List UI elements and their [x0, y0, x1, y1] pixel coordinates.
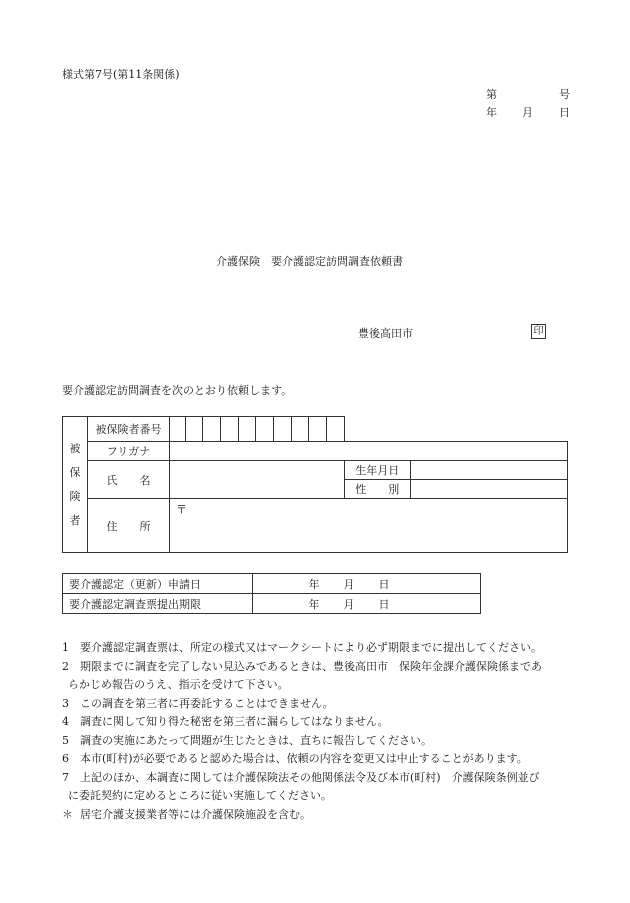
insured-number-digit: [220, 417, 238, 442]
note-continuation: らかじめ報告のうえ、指示を受けて下さい。: [68, 678, 289, 691]
note-item: 3 この調査を第三者に再委託することはできません。: [62, 696, 334, 710]
form-number: 様式第7号(第11条関係): [62, 68, 180, 81]
insured-number-digit: [238, 417, 256, 442]
note-item: 5 調査の実施にあたって問題が生じたときは、直ちに報告してください。: [62, 733, 432, 747]
insured-number-digit: [326, 417, 344, 442]
note-item: 1 要介護認定調査票は、所定の様式又はマークシートにより必ず期限までに提出してください。: [62, 641, 542, 654]
postal-mark: 〒: [176, 503, 188, 516]
deadline-month: 月: [343, 597, 355, 611]
insured-side-label: 被 保 険 者: [63, 417, 88, 553]
deadline-row: [63, 574, 481, 594]
insured-number-digit: [309, 417, 327, 442]
name-label: 氏 名: [87, 461, 169, 499]
date-day: 日: [559, 106, 570, 119]
deadline-label: 要介護認定調査票提出期限: [63, 594, 253, 614]
note-item: 6 本市(町村)が必要であると認めた場合は、依頼の内容を変更又は中止することがあります。: [62, 752, 528, 765]
insured-number-digit: [203, 417, 221, 442]
seal-mark: 印: [531, 324, 546, 339]
insured-number-digit: [273, 417, 291, 442]
insured-table: [62, 416, 568, 553]
note-item: 7 上記のほか、本調査に関しては介護保険法その他関係法令及び本市(町村) 介護保険条例並び: [62, 770, 540, 784]
name-field: [170, 461, 344, 499]
note-item: ＊ 居宅介護支援業者等には介護保険施設を含む。: [62, 807, 311, 821]
note-continuation: に委託契約に定めるところに従い実施してください。: [68, 789, 332, 802]
insured-number-digit: [291, 417, 309, 442]
doc-no-prefix: 第: [486, 88, 497, 101]
deadline-row: [63, 594, 481, 614]
insured-number-digit: [256, 417, 274, 442]
date-month: 月: [522, 106, 533, 119]
deadline-year: 年: [303, 574, 338, 594]
deadline-day: 日: [373, 574, 481, 594]
furigana-field: [170, 442, 568, 461]
address-field: [170, 499, 568, 553]
insured-number-digit: [170, 417, 186, 442]
birth-date-label: 生年月日: [344, 461, 411, 480]
insured-number-label: 被保険者番号: [87, 417, 169, 442]
address-label: 住 所: [87, 499, 169, 553]
birth-date-field: [411, 461, 568, 480]
deadline-month: 月: [338, 574, 373, 594]
intro-text: 要介護認定訪問調査を次のとおり依頼します。: [62, 384, 293, 397]
document-title: 介護保険 要介護認定訪問調査依頼書: [216, 255, 403, 268]
date-year: 年: [486, 106, 497, 119]
issuer-name: 豊後高田市: [358, 327, 413, 340]
deadline-day: 日: [378, 597, 390, 611]
notes-list: [62, 639, 582, 824]
insured-number-digit: [185, 417, 203, 442]
note-item: 2 期限までに調査を完了しない見込みであるときは、豊後高田市 保険年金課介護保険係まであ: [62, 659, 542, 673]
furigana-label: フリガナ: [87, 442, 169, 461]
gender-field: [411, 480, 568, 499]
deadline-label: 要介護認定（更新）申請日: [63, 574, 253, 594]
gender-label: 性 別: [344, 480, 411, 499]
note-item: 4 調査に関して知り得た秘密を第三者に漏らしてはなりません。: [62, 715, 389, 728]
deadline-year: 年: [308, 597, 320, 611]
deadline-table: [62, 573, 481, 614]
doc-no-suffix: 号: [559, 88, 570, 101]
